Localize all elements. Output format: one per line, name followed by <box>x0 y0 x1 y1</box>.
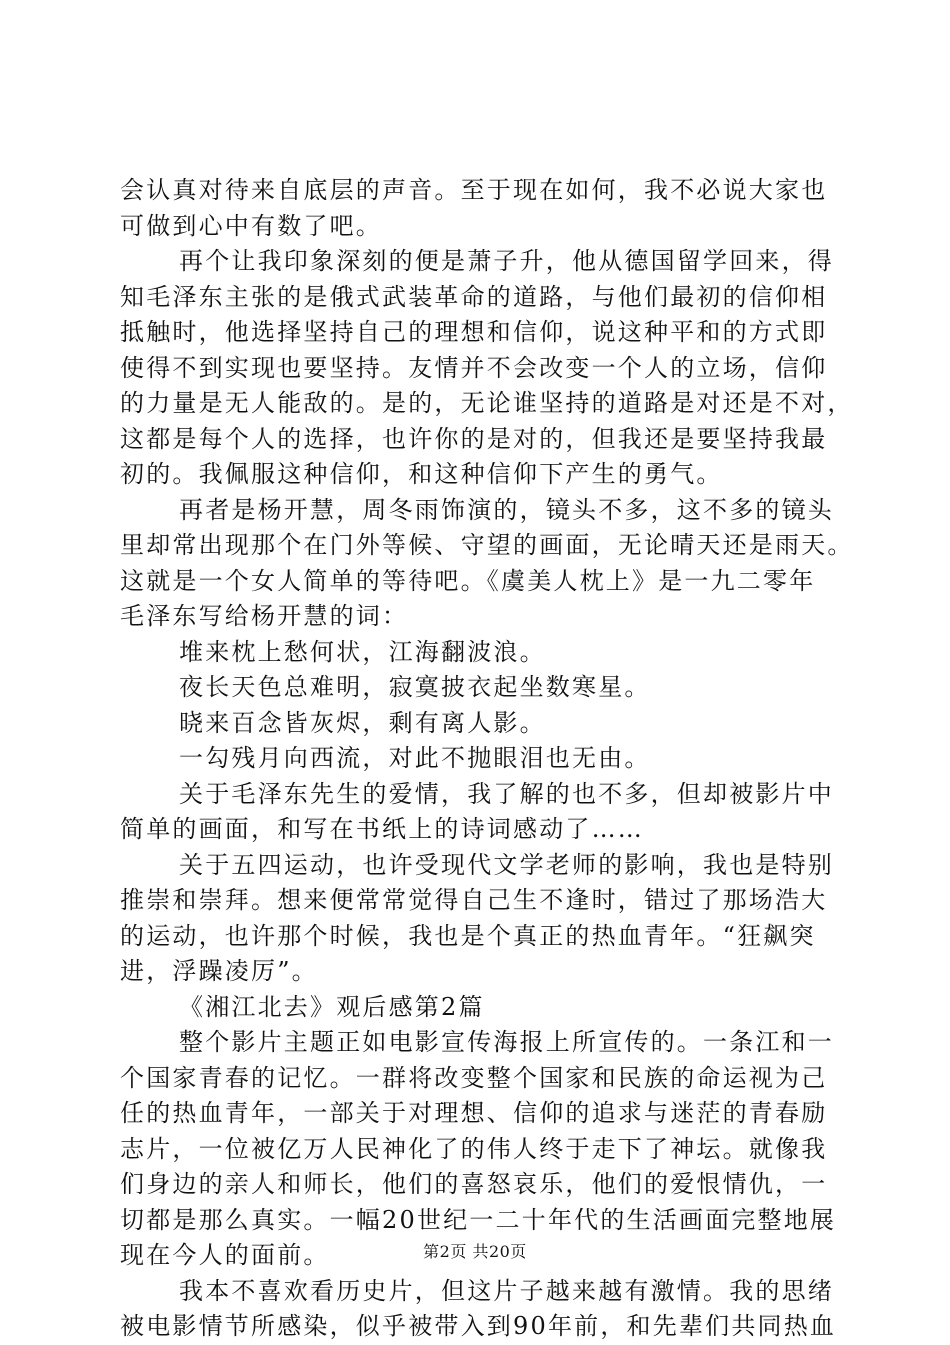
text-line: 的运动，也许那个时候，我也是个真正的热血青年。“狂飙突 <box>120 921 816 950</box>
text-line: 抵触时，他选择坚持自己的理想和信仰，说这种平和的方式即 <box>120 318 828 346</box>
text-line: 推崇和崇拜。想来便常常觉得自己生不逢时，错过了那场浩大 <box>120 886 828 914</box>
poem-line: 堆来枕上愁何状，江海翻波浪。 <box>179 637 546 666</box>
text-line: 里却常出现那个在门外等候、守望的画面，无论晴天还是雨天。 <box>120 531 854 559</box>
page-number-footer: 第2页 共20页 <box>423 1242 527 1261</box>
text-line: 的力量是无人能敌的。是的，无论谁坚持的道路是对还是不对， <box>120 389 854 417</box>
text-line: 毛泽东写给杨开慧的词： <box>120 602 409 630</box>
text-line: 关于五四运动，也许受现代文学老师的影响，我也是特别 <box>179 850 834 879</box>
text-line: 简单的画面，和写在书纸上的诗词感动了…… <box>120 815 644 843</box>
text-line: 再个让我印象深刻的便是萧子升，他从德国留学回来，得 <box>179 247 834 275</box>
text-line: 进，浮躁凌厉”。 <box>120 957 318 985</box>
text-line: 任的热血青年，一部关于对理想、信仰的追求与迷茫的青春励 <box>120 1099 828 1127</box>
text-line: 使得不到实现也要坚持。友情并不会改变一个人的立场，信仰 <box>120 353 828 382</box>
section-heading: 《湘江北去》观后感第2篇 <box>179 992 485 1021</box>
text-line: 整个影片主题正如电影宣传海报上所宣传的。一条江和一 <box>179 1028 834 1056</box>
text-line: 我本不喜欢看历史片，但这片子越来越有激情。我的思绪 <box>179 1276 834 1305</box>
text-line: 个国家青春的记忆。一群将改变整个国家和民族的命运视为己 <box>120 1063 828 1092</box>
text-line: 现在今人的面前。 <box>120 1241 330 1269</box>
text-line: 志片，一位被亿万人民神化了的伟人终于走下了神坛。就像我 <box>120 1134 828 1163</box>
poem-line: 晓来百念皆灰烬，剩有离人影。 <box>179 708 546 737</box>
text-line: 初的。我佩服这种信仰，和这种信仰下产生的勇气。 <box>120 460 723 488</box>
document-body <box>120 173 854 1345</box>
text-line: 们身边的亲人和师长，他们的喜怒哀乐，他们的爱恨情仇，一 <box>120 1170 828 1198</box>
text-line: 会认真对待来自底层的声音。至于现在如何，我不必说大家也 <box>120 176 828 204</box>
poem-line: 一勾残月向西流，对此不抛眼泪也无由。 <box>179 744 651 772</box>
text-line: 可做到心中有数了吧。 <box>120 211 382 240</box>
text-line: 关于毛泽东先生的爱情，我了解的也不多，但却被影片中 <box>179 779 834 808</box>
text-line: 这都是每个人的选择，也许你的是对的，但我还是要坚持我最 <box>120 424 828 453</box>
poem-line: 夜长天色总难明，寂寞披衣起坐数寒星。 <box>179 673 651 701</box>
text-line: 再者是杨开慧，周冬雨饰演的，镜头不多，这不多的镜头 <box>179 495 834 524</box>
text-line: 这就是一个女人简单的等待吧。《虞美人枕上》是一九二零年 <box>120 566 816 595</box>
text-line: 切都是那么真实。一幅20世纪一二十年代的生活画面完整地展 <box>120 1205 837 1234</box>
text-line: 被电影情节所感染，似乎被带入到90年前，和先辈们共同热血 <box>120 1312 837 1340</box>
text-line: 知毛泽东主张的是俄式武装革命的道路，与他们最初的信仰相 <box>120 282 828 311</box>
